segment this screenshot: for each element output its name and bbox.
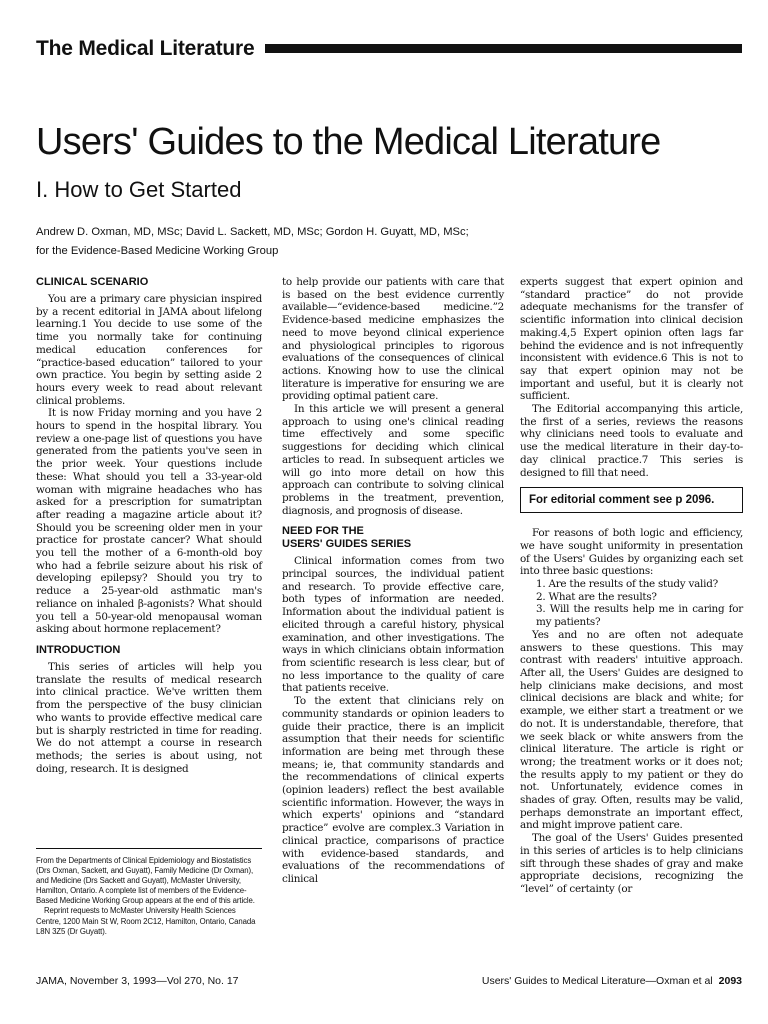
column-3 <box>520 276 743 896</box>
paragraph: To the extent that clinicians rely on community standards or opinion leaders to guide their practice, there is an implicit assumption that their needs for scientific information are being met through these means; ie, that community standards and the recommendations of clinical experts (opinion leaders) reflect the best available scientific information. However, the ways in which experts' opinions and “standard practice” evolve are complex.3 Variation in clinical practice, comparisons of practice with evidence-based standards, and evaluations of the recommendations of clinical <box>282 695 504 885</box>
paragraph: For reasons of both logic and efficiency, we have sought uniformity in presentation of the Users' Guides by organizing each set into three basic questions: <box>520 527 743 578</box>
paragraph: It is now Friday morning and you have 2 hours to spend in the hospital library. You review a one-page list of questions you have generated from the patients you've seen in the prior week. Your questions include these: What should you tell a 33-year-old woman with migraine headaches who has asked for a prescription for sumatriptan after reading a magazine article about it? Should you be screening older men in your practice for prostate cancer? What should you tell the mother of a 6-month-old boy who had a febrile seizure about his risk of developing epilepsy? Should you try to reduce a 25-year-old asthmatic man's reliance on inhaled β-agonists? What should you tell a 50-year-old menopausal woman asking about hormone replacement? <box>36 407 262 636</box>
page-number: 2093 <box>718 975 742 987</box>
paragraph: You are a primary care physician inspired by a recent editorial in JAMA about lifelong learning.1 You decide to use some of the time you normally take for continuing medical education conferences for “practice-based education” tailored to your own practice. You begin by setting aside 2 hours every week to read about relevant clinical problems. <box>36 293 262 407</box>
paragraph: In this article we will present a general approach to using one's clinical reading time effectively and some specific suggestions for deciding which clinical articles to read. In subsequent articles we will go into more detail on how this approach can contribute to solving clinical problems in the treatment, prevention, diagnosis, and prognosis of disease. <box>282 403 504 517</box>
footnote-reprints: Reprint requests to McMaster University Health Sciences Centre, 1200 Main St W, Room 2C12, Hamilton, Ontario, Canada L8N 3Z5 (Dr Guyatt). <box>36 906 256 936</box>
paragraph: The goal of the Users' Guides presented in this series of articles is to help clinicians sift through these shades of gray and make appropriate decisions, recognizing the “level” of certainty (or <box>520 832 743 895</box>
paragraph: Clinical information comes from two principal sources, the individual patient and research. To provide effective care, both types of information are needed. Information about the individual patient is elicited through a careful history, physical examination, and other investigations. The ways in which clinicians obtain information from scientific research is less clear, but of no less importance to the quality of care that patients receive. <box>282 555 504 695</box>
footnote-divider <box>36 848 262 849</box>
paragraph: This series of articles will help you translate the results of medical research into clinical practice. We've written them from the perspective of the busy clinician who wants to provide effective medical care but is sharply restricted in time for reading. We do not attempt a course in research methods; the series is about using, not doing, research. It is designed <box>36 660 262 775</box>
paragraph: experts suggest that expert opinion and “standard practice” do not provide adequate mechanisms for the transfer of scientific information into clinical decision making.4,5 Expert opinion often lags far behind the evidence and is not infrequently inconsistent with evidence.6 This is not to say that expert opinion may not be important and useful, but it is clearly not sufficient. <box>520 276 743 403</box>
author-block <box>36 223 736 261</box>
question-item: 1. Are the results of the study valid? <box>536 578 718 591</box>
author-names: Andrew D. Oxman, MD, MSc; David L. Sackett, MD, MSc; Gordon H. Guyatt, MD, MSc; <box>36 226 469 238</box>
column-2 <box>282 276 504 886</box>
column-1 <box>36 276 262 775</box>
question-item: 3. Will the results help me in caring for my patients? <box>536 603 743 629</box>
paragraph: Yes and no are often not adequate answers to these questions. This may contrast with readers' intuitive approach. After all, the Users' Guides are designed to help clinicians make decisions, and most clinical decisions are black and white; for example, we either start a treatment or we do not. It is understandable, therefore, that we seek black or white answers from the clinical literature. The article is right or wrong; the treatment works or it does not; the results apply to my patient or they do not. Unfortunately, evidence comes in shades of gray. Often, results may be valid, perhaps demonstrate an important effect, and might improve patient care. <box>520 628 743 832</box>
heading-need-for-series <box>282 525 504 551</box>
question-item: 2. What are the results? <box>536 590 657 603</box>
author-affiliation: for the Evidence-Based Medicine Working Group <box>36 245 279 257</box>
section-rule <box>265 44 743 53</box>
heading-introduction: INTRODUCTION <box>36 643 121 656</box>
article-subtitle: I. How to Get Started <box>36 177 242 202</box>
running-title: Users' Guides to Medical Literature—Oxman et al <box>481 975 713 987</box>
section-title: The Medical Literature <box>36 36 255 60</box>
footnote-affiliation: From the Departments of Clinical Epidemiology and Biostatistics (Drs Oxman, Sackett, and Guyatt), Family Medicine (Dr Oxman), and Medicine (Drs Sackett and Guyatt), McMaster University, Hamilton, Ontario. A complete list of members of the Evidence-Based Medicine Working Group appears at the end of this article. <box>36 856 255 906</box>
heading-clinical-scenario: CLINICAL SCENARIO <box>36 276 149 288</box>
question-list <box>520 578 743 629</box>
running-footer <box>482 975 742 987</box>
heading-line: USERS' GUIDES SERIES <box>282 538 412 551</box>
heading-line: NEED FOR THE <box>282 525 364 538</box>
footnote <box>36 856 262 937</box>
editorial-comment-box: For editorial comment see p 2096. <box>520 487 743 513</box>
paragraph: to help provide our patients with care that is based on the best evidence currently available—“evidence-based medicine.”2 Evidence-based medicine emphasizes the need to move beyond clinical experience and physiological principles to rigorous evaluations of the consequences of clinical actions. Knowing how to use the clinical literature is imperative for ensuring we are providing optimal patient care. <box>282 276 504 403</box>
paragraph: The Editorial accompanying this article, the first of a series, reviews the reasons why clinicians need tools to evaluate and use the medical literature in their day-to-day clinical practice.7 This series is designed to fill that need. <box>520 403 743 479</box>
journal-citation: JAMA, November 3, 1993—Vol 270, No. 17 <box>36 975 239 987</box>
article-title: Users' Guides to the Medical Literature <box>36 121 661 163</box>
section-header <box>36 33 742 63</box>
